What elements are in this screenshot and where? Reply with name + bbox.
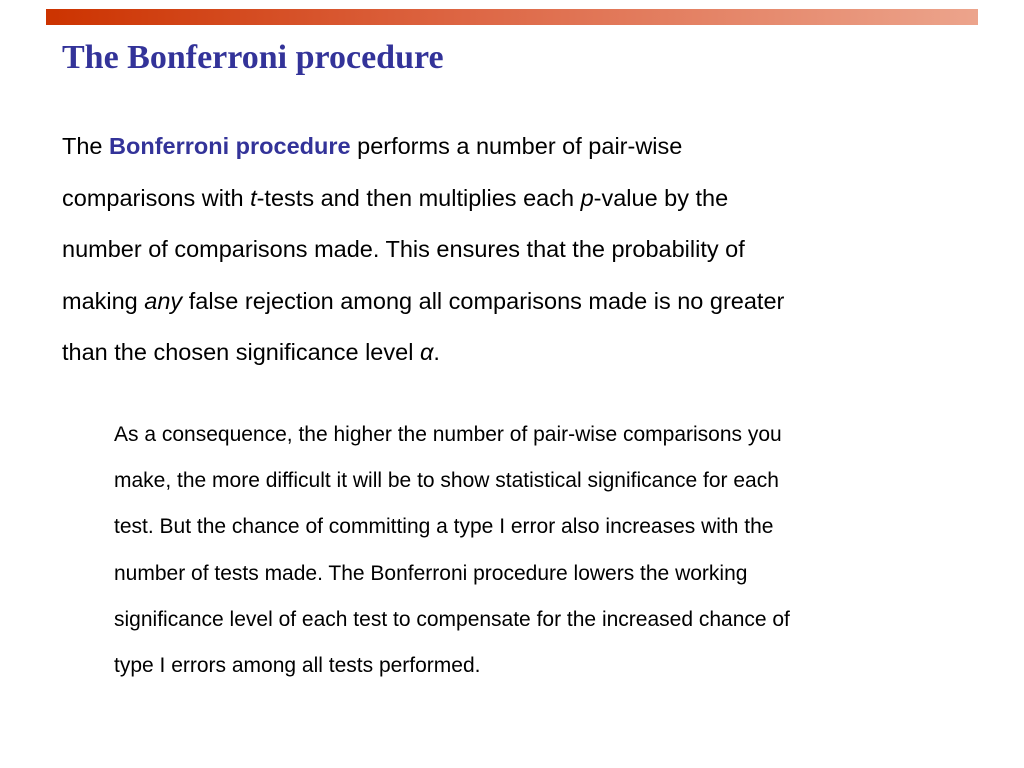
sub-line: significance level of each test to compensate for the increased chance of — [114, 607, 790, 631]
main-line-2-mid: -tests and then multiplies each — [256, 184, 581, 211]
slide-title: The Bonferroni procedure — [62, 39, 444, 76]
main-line-4-pre: making — [62, 287, 145, 314]
main-line-4 — [62, 276, 962, 328]
term-bonferroni-procedure: Bonferroni procedure — [109, 133, 351, 159]
main-line-1-pre: The — [62, 133, 110, 159]
t-variable: t — [250, 184, 257, 211]
main-line-4-post: false rejection among all comparisons made is no greater — [182, 287, 785, 314]
sub-paragraph — [114, 412, 974, 689]
main-line-2 — [62, 173, 962, 225]
title-accent-bar — [46, 9, 978, 25]
sub-line: type I errors among all tests performed. — [114, 654, 481, 678]
main-line-2-pre: comparisons with — [62, 184, 251, 211]
sub-line: As a consequence, the higher the number of pair-wise comparisons you — [114, 423, 782, 446]
main-line-1 — [62, 121, 962, 173]
main-line-1-post: performs a number of pair-wise — [350, 133, 683, 159]
sub-line: test. But the chance of committing a type I error also increases with the — [114, 515, 774, 539]
emphasis-any: any — [144, 287, 183, 314]
sub-line: number of tests made. The Bonferroni procedure lowers the working — [114, 561, 748, 585]
alpha-symbol: α — [419, 339, 434, 365]
sub-line: make, the more difficult it will be to show statistical significance for each — [114, 469, 779, 493]
main-line-2-post: -value by the — [593, 184, 729, 211]
main-line-3: number of comparisons made. This ensures that the probability of — [62, 236, 745, 262]
p-variable: p — [580, 184, 594, 211]
main-line-5 — [62, 327, 962, 379]
main-line-5-post: . — [433, 339, 440, 365]
main-paragraph — [62, 121, 962, 379]
main-line-5-pre: than the chosen significance level — [62, 339, 420, 365]
